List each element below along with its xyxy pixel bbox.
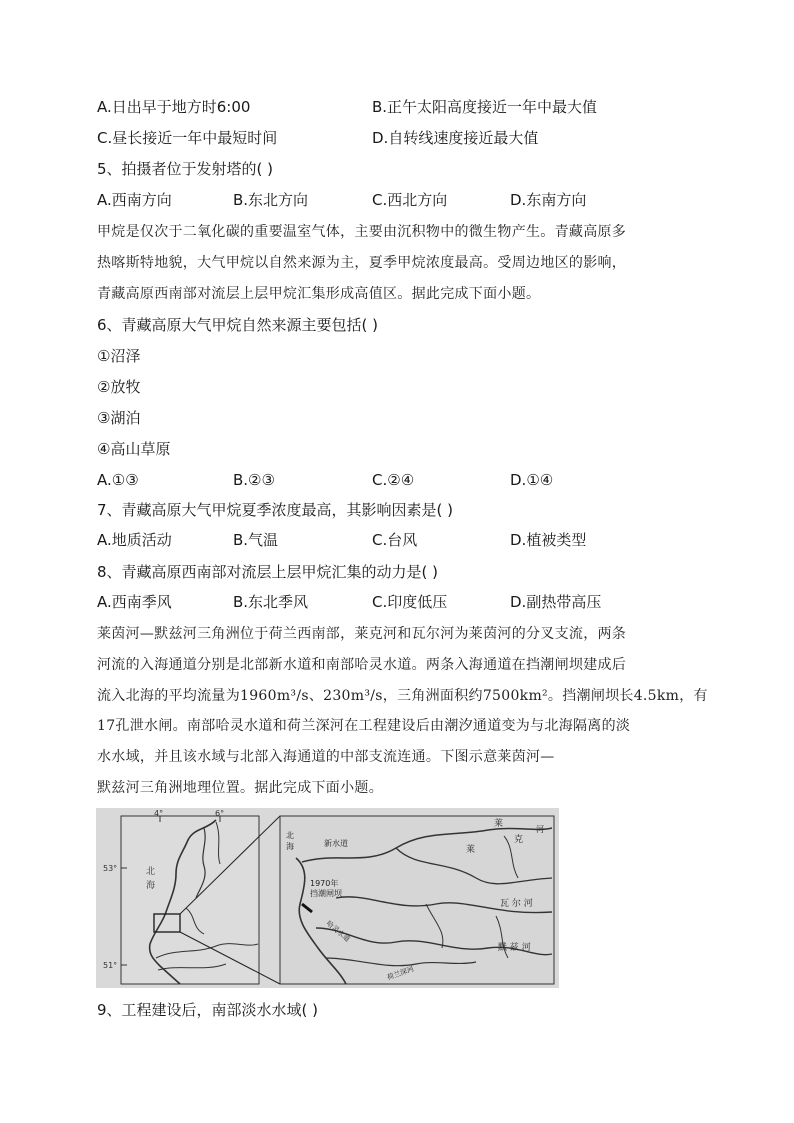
q6-option-c: C.②④ — [372, 471, 415, 489]
maas-label: 默 兹 河 — [498, 943, 531, 953]
passage2-line: 流入北海的平均流量为1960m³/s、230m³/s，三角洲面积约7500km²。挡潮闸坝长4.5km，有 — [97, 688, 708, 704]
q5-stem: 5、拍摄者位于发射塔的( ) — [97, 160, 274, 178]
q6-item: ③湖泊 — [97, 409, 141, 427]
lat-53-label: 53° — [103, 864, 118, 873]
q6-item: ④高山草原 — [97, 440, 171, 458]
waal-label: 瓦 尔 河 — [500, 899, 533, 909]
rhine-delta-map — [96, 808, 559, 988]
dam-label-1: 1970年 — [310, 879, 339, 888]
q6-stem: 6、青藏高原大气甲烷自然来源主要包括( ) — [97, 316, 379, 334]
passage2-line: 水水域，并且该水域与北部入海通道的中部支流连通。下图示意莱茵河— — [97, 749, 555, 765]
passage1-line: 热喀斯特地貌，大气甲烷以自然来源为主，夏季甲烷浓度最高。受周边地区的影响， — [97, 255, 627, 271]
north-sea-label-2: 海 — [146, 881, 156, 891]
overview-map-frame — [121, 816, 259, 984]
north-sea-label-1: 北 — [146, 867, 156, 877]
q8-stem: 8、青藏高原西南部对流层上层甲烷汇集的动力是( ) — [97, 563, 439, 581]
passage2-line: 17孔泄水闸。南部哈灵水道和荷兰深河在工程建设后由潮汐通道变为与北海隔离的淡 — [97, 718, 631, 734]
passage1-line: 青藏高原西南部对流层上层甲烷汇集形成高值区。据此完成下面小题。 — [97, 286, 541, 302]
q8-option-a: A.西南季风 — [97, 593, 172, 611]
lek-label-1: 莱 — [494, 819, 504, 829]
q6-option-d: D.①④ — [510, 471, 554, 489]
q5-option-b: B.东北方向 — [233, 191, 309, 209]
q4-option-c: C.昼长接近一年中最短时间 — [97, 129, 278, 147]
q5-option-c: C.西北方向 — [372, 191, 448, 209]
lek-label-main: 莱 — [466, 845, 476, 855]
q8-option-b: B.东北季风 — [233, 593, 309, 611]
q4-option-b: B.正午太阳高度接近一年中最大值 — [372, 98, 598, 116]
lek-label-3: 河 — [536, 825, 544, 834]
q9-stem: 9、工程建设后，南部淡水水域( ) — [97, 1001, 319, 1019]
q6-item: ①沼泽 — [97, 347, 141, 365]
q6-option-b: B.②③ — [233, 471, 275, 489]
q5-option-a: A.西南方向 — [97, 191, 172, 209]
q7-option-a: A.地质活动 — [97, 531, 172, 549]
q4-option-a: A.日出早于地方时6:00 — [97, 98, 251, 116]
q7-stem: 7、青藏高原大气甲烷夏季浓度最高，其影响因素是( ) — [97, 501, 454, 519]
lek-label-2: 克 — [514, 835, 524, 845]
passage2-line: 默兹河三角洲地理位置。据此完成下面小题。 — [97, 780, 383, 796]
north-sea-detail-2: 海 — [286, 842, 294, 851]
lon-6-label: 6° — [215, 809, 225, 818]
q7-option-d: D.植被类型 — [510, 531, 587, 549]
lat-51-label: 51° — [103, 961, 118, 970]
lon-4-label: 4° — [154, 809, 164, 818]
q8-option-c: C.印度低压 — [372, 593, 448, 611]
q6-option-a: A.①③ — [97, 471, 139, 489]
passage2-line: 河流的入海通道分别是北部新水道和南部哈灵水道。两条入海通道在挡潮闸坝建成后 — [97, 657, 627, 673]
q6-item: ②放牧 — [97, 378, 141, 396]
hollands-diep-label: 荷兰深河 — [385, 964, 415, 982]
dam-label-2: 挡潮闸坝 — [310, 889, 342, 898]
new-waterway-label: 新水道 — [324, 839, 348, 848]
q5-option-d: D.东南方向 — [510, 191, 587, 209]
q8-option-d: D.副热带高压 — [510, 593, 602, 611]
haringvliet-label: 哈灵水道 — [324, 919, 352, 944]
q7-option-c: C.台风 — [372, 531, 418, 549]
north-sea-detail-1: 北 — [286, 831, 294, 840]
passage2-line: 莱茵河—默兹河三角洲位于荷兰西南部，莱克河和瓦尔河为莱茵河的分叉支流，两条 — [97, 626, 627, 642]
q7-option-b: B.气温 — [233, 531, 279, 549]
passage1-line: 甲烷是仅次于二氧化碳的重要温室气体，主要由沉积物中的微生物产生。青藏高原多 — [97, 224, 627, 240]
q4-option-d: D.自转线速度接近最大值 — [372, 129, 539, 147]
